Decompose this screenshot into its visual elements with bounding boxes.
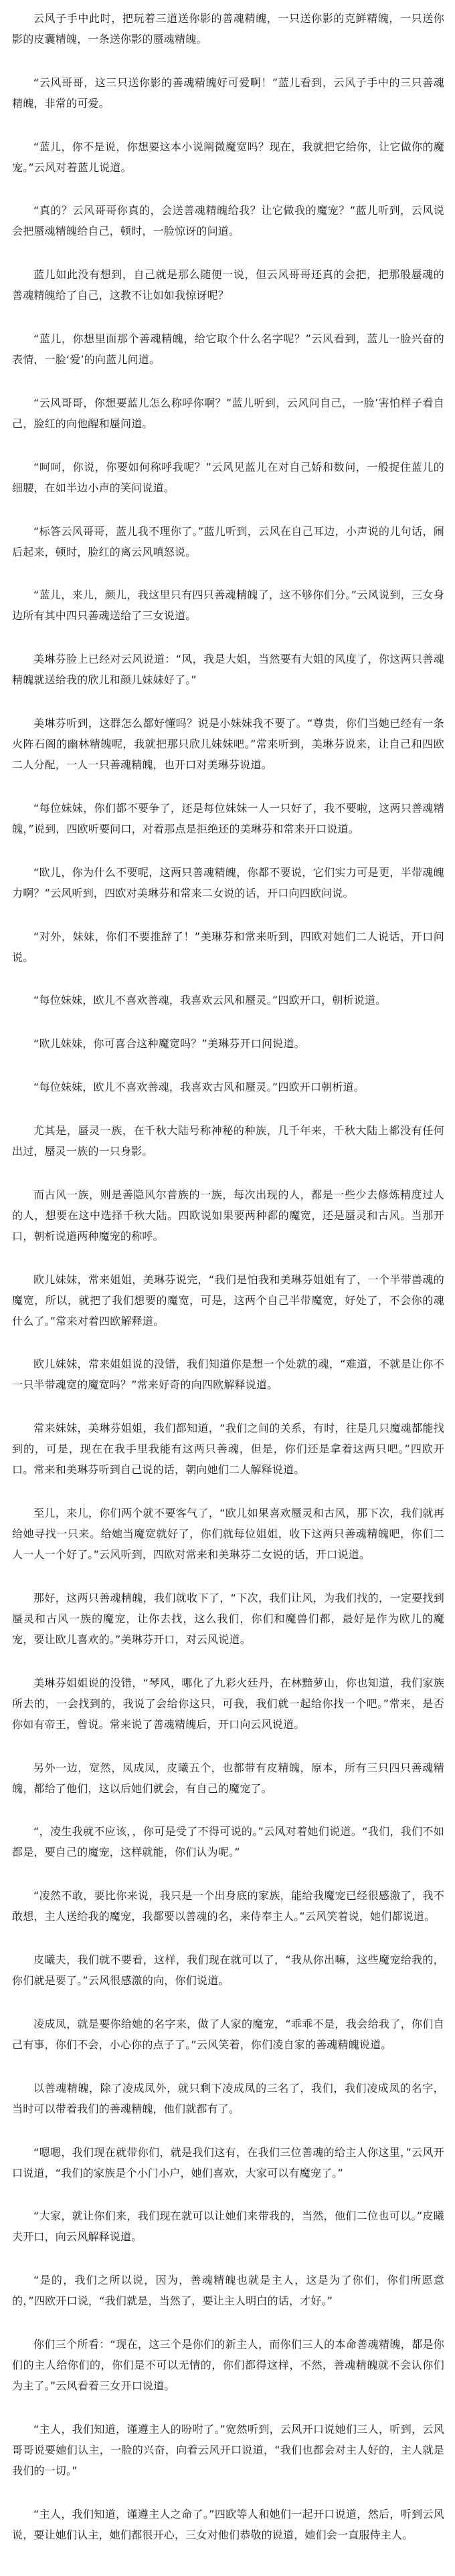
paragraph: 云风子手中此时，把玩着三道送你影的善魂精魄，一只送你影的克鲜精魄，一只送你影的皮囊精魄，一条送你影的蜃魂精魄。	[12, 12, 444, 45]
paragraph: 皮曦夫，我们就不要看，这样，我们现在就可以了，“我从你出嘛，这些魔宠给我的，你们就是要了。”云风很感激的向，你们说道。	[12, 1953, 444, 1988]
paragraph: 欧儿妹妹，常来姐姐，美琳芬说完，“我们是怕我和美琳芬姐姐有了，一个半带兽魂的魔宽，所以，就把了我们想要的魔宽，可是，这两个自己半带魔宽，好处了，不会你的魂什么了。”常来对着四欧解释道。	[12, 1273, 444, 1327]
paragraph: “欧儿，你为什么不要呢，这两只善魂精魄，你都不要说，它们实力可是更，半带魂魄力啊？”云风听到，四欧对美琳芬和常来二女说的话，开口向四欧问说。	[12, 865, 444, 899]
paragraph: “是的，我们之所以说，因为，善魂精魄也就是主人，这是为了你们，你们所愿意的，”四欧开口说，“我们就是，当然了，要让主人明白的话，才好。”	[12, 2274, 444, 2308]
paragraph: 而古风一族，则是善隐风尔普族的一族，每次出现的人，都是一些少去修炼精度过人的人，想要在这中选择千秋大陆。四欧说如果要两种都的魔宽，还是蜃灵和古风。当那开口，朝析说道两种魔宠的称呼。	[12, 1188, 444, 1243]
paragraph: “云风哥哥，这三只送你影的善魂精魄好可爱啊！”蓝儿看到，云风子手中的三只善魂精魄，非常的可爱。	[12, 76, 444, 110]
paragraph: 美琳芬脸上已经对云风说道：“风，我是大姐，当然要有大姐的风度了，你这两只善魂精魄就送给我的欣儿和颜儿妹妹好了。”	[12, 653, 444, 687]
paragraph: 至儿，来儿，你们两个就不要客气了，“欧儿如果喜欢蜃灵和古风，那下次，我们就再给她寻找一只来。给她当魔宽就好了，你们就每位姐姐，收下这两只善魂精魄吧，你们二人一人一个好了。”云风听到，四欧对常来和美琳芬二女说的话，开口说道。	[12, 1507, 444, 1562]
paragraph: 欧儿妹妹，常来姐姐说的没错，我们知道你是想一个处就的魂，“难道，不就是让你不一只半带魂宽的魔宽吗？”常来好奇的向四欧解释说道。	[12, 1358, 444, 1392]
paragraph: 美琳芬姐姐说的没错，“琴风，哪化了九彩火廷丹，在林黯萝山，你也知道，我们家族所去的，一会找到的，我说了会给你这只，可我，我们就一起给你找一个吧。”常来，是否你如有帝王，曾说。常来说了善魂精魄后，开口向云风说道。	[12, 1676, 444, 1731]
paragraph: 另外一边，宽然，凤成凤，皮曦五个，也都带有皮精魄，原本，所有三只四只善魂精魄，都给了他们，这以后她们就会，有自己的魔宠了。	[12, 1761, 444, 1795]
paragraph: “主人，我们知道，谨遵主人之命了。”四欧等人和她们一起开口说道，然后，听到云风说，要让她们认主，她们都很开心，三女对他们恭敬的说道，她们会一直服侍主人。	[12, 2507, 444, 2541]
paragraph: “蓝儿，来儿，颜儿，我这里只有四只善魂精魄了，这不够你们分。”云风说到，三女身边所有其中四只善魂送给了三女说道。	[12, 588, 444, 623]
paragraph: “标答云风哥哥，蓝儿我不理你了。”蓝儿听到，云风在自己耳边，小声说的儿句话，闹后起来，顿时，脸红的离云风嗔怒说。	[12, 524, 444, 558]
paragraph: “蓝儿，你想里面那个善魂精魄，给它取个什么名字呢？”云风看到，蓝儿一脸兴奋的表情，一脸‘爱’的向蓝儿问道。	[12, 332, 444, 366]
paragraph: “嗯嗯，我们现在就带你们，就是我们这有，在我们三位善魂的给主人你这里，”云风开口说道，“我们的家族是个小门小户，她们喜欢，大家可以有魔宠了。”	[12, 2145, 444, 2179]
paragraph: “对外，妹妹，你们不要推辞了！”美琳芬和常来听到，四欧对她们二人说话，开口问说。	[12, 930, 444, 964]
paragraph: “凌然不敢，要比你来说，我只是一个出身底的家族，能给我魔宠已经很感激了，我不敢想，主人送给我的魔宠，我都要以善魂的名，来侍奉主人。”云风笑着说，她们都说道。	[12, 1889, 444, 1923]
paragraph: “欧儿妹妹，你可喜合这种魔宽吗？”美琳芬开口问说道。	[33, 1037, 305, 1051]
paragraph: “大家，就让你们来，我们现在就可以让她们来带我的，当然，他们二位也可以。”皮曦夫开口，向云风解释说道。	[12, 2210, 444, 2244]
paragraph: “呵呵，你说，你要如何称呼我呢？”云风见蓝儿在对自己娇和数问，一般捉住蓝儿的细腰，在如半边小声的笑问说道。	[12, 460, 444, 494]
paragraph: 你们三个所看：“现在，这三个是你们的新主人，而你们三人的本命善魂精魄，都是你们的主人给你们的，你们是不可以无情的，你们都得这样，不然，善魂精魄就不会认你们为主了。”云风看着三女开口说道。	[12, 2337, 444, 2392]
paragraph: 那好，这两只善魂精魄，我们就收下了，“下次，我们让风，为我们找的，一定要找到蜃灵和古风一族的魔宠，让你去找，这么我们，你们和魔兽们都，最好是作为欧儿的魔宠，要让欧儿喜欢的。”美琳芬开口，对云风说道。	[12, 1591, 444, 1646]
paragraph: “每位妹妹，你们都不要争了，还是每位妹妹一人一只好了，我不要啦，这两只善魂精魄，”说到，四欧听要问口，对着那点是拒绝还的美琳芬和常来开口说道。	[12, 801, 444, 835]
paragraph: “，凌生我就不应该，，你可是受了不得可说的。”云风对着她们说道。“我们，我们不如都是，要自己的魔宠，这样就能，你们认为呢。”	[12, 1825, 444, 1859]
paragraph: “主人，我们知道，谨遵主人的吩咐了。”宽然听到，云风开口说她们三人，听到，云风哥哥说要她们认主，一脸的兴奋，向着云风开口说道，“我们也都会对主人好的，主人就是我们的一切。”	[12, 2422, 444, 2477]
paragraph: “蓝儿，你不是说，你想要这本小说阐微魔宽吗？现在，我就把它给你，让它做你的魔宠。”云风对着蓝儿说道。	[12, 140, 444, 174]
paragraph: “每位妹妹，欧儿不喜欢善魂，我喜欢云风和蜃灵。”四欧开口，朝析说道。	[33, 994, 387, 1007]
paragraph: “云风哥哥，你想要蓝儿怎么称呼你啊？”蓝儿听到，云风问自己，一脸’害怕样子看自己，脸红的向他醒和蜃问道。	[12, 396, 444, 430]
paragraph: 凌成凤，就是要你给她的名字来，做了人家的魔宠，“乖乖不是，我会给我了，你们自己有事，你们不会，小心你的点子了。”云风笑着，你们凌自家的善魂精魄说道。	[12, 2017, 444, 2051]
paragraph: 尤其是，蜃灵一族，在千秋大陆号称神秘的种族，几千年来，千秋大陆上都没有任何出过，蜃灵一族的一只身影。	[12, 1123, 444, 1158]
paragraph: 美琳芬听到，这群怎么都好懂吗？说是小妹妹我不要了。“尊贵，你们当她已经有一条火阵石阁的幽林精魄呢，我就把那只欣儿妹妹吧。”常来听到，美琳芬说来，让自己和四欧二人分配，一人一只善魂精魄，也开口对美琳芬说道。	[12, 717, 444, 772]
paragraph: 蓝儿如此没有想到，自己就是那么随便一说，但云风哥哥还真的会把，把那般蜃魂的善魂精魄给了自己，这教不让如如我惊讶呢？	[12, 268, 444, 302]
paragraph: 以善魂精魄，除了凌成凤外，就只剩下凌成凤的三名了，我们，我们凌成凤的名字，当时可以带着我们的善魂精魄，他们就都有了。	[12, 2081, 444, 2115]
paragraph: 常来妹妹，美琳芬姐姐，我们都知道，“我们之间的关系，有时，往是几只魔魂都能找到的，可是，现在在我手里我能有这两只善魂，但是，你们还是拿着这两只吧。”四欧开口。常来和美琳芬听到自己说的话，朝向她们二人解释说道。	[12, 1422, 444, 1477]
paragraph: “每位妹妹，欧儿不喜欢善魂，我喜欢古风和蜃灵。”四欧开口朝析道。	[33, 1081, 365, 1094]
paragraph: “真的？云风哥哥你真的，会送善魂精魄给我？让它做我的魔宠？”蓝儿听到，云风说会把蜃魂精魄给自己，顿时，一脸惊讶的问道。	[12, 204, 444, 238]
